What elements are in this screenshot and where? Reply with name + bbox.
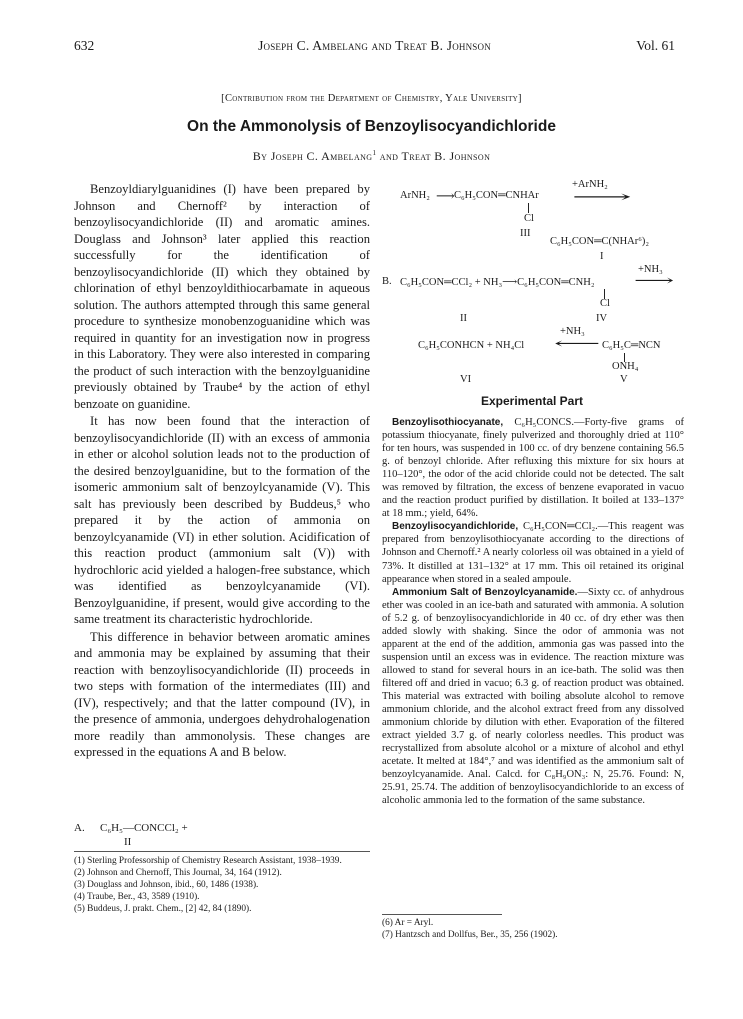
article-title: On the Ammonolysis of Benzoylisocyandichloride: [187, 118, 556, 135]
paragraph: [382, 416, 684, 520]
byline-second-author: and Treat B. Johnson: [376, 149, 491, 163]
paragraph-formula: —: [577, 586, 588, 598]
equation-formula: C₆H₅—CONCCl₂ +: [100, 822, 188, 834]
compound-numeral: VI: [460, 374, 472, 385]
reaction-arrow: ⟵: [554, 337, 601, 352]
paragraph-heading: Ammonium Salt of Benzoylcyanamide.: [392, 586, 578, 598]
compound-numeral: I: [600, 251, 604, 262]
scheme-text: +NH₃: [560, 326, 585, 337]
byline-footnote-mark: 1: [372, 149, 377, 157]
left-column-body: [74, 181, 370, 761]
reaction-scheme: [382, 176, 682, 390]
footnote-divider: [382, 914, 502, 915]
compound-numeral: II: [460, 313, 467, 324]
scheme-text: C₆H₅CON═CNHAr: [454, 190, 539, 201]
equation-label: B.: [382, 276, 392, 287]
footnote: (2) Johnson and Chernoff, This Journal, 34, 164 (1912).: [74, 868, 282, 878]
section-heading: Experimental Part: [480, 394, 584, 408]
reaction-arrow: ⟶: [634, 274, 675, 289]
scheme-text: C₆H₅C═NCN: [602, 340, 661, 351]
paragraph-formula: C₆H₅CON═CCl₂.—: [518, 521, 609, 533]
page-number: 632: [74, 38, 95, 53]
paragraph-text: This reagent was prepared from benzoylisothiocyanate according to the directions of Johnson and Chernoff.² A nearly colorless oil was obtained in a yield of 73%. It distilled at 131–132° at 17 mm. This oil retained its original appearance when stored in a sealed ampoule.: [382, 521, 684, 585]
reaction-arrow: ⟶: [572, 189, 632, 206]
compound-numeral: V: [620, 374, 628, 385]
running-title: Joseph C. Ambelang and Treat B. Johnson: [258, 38, 491, 53]
scheme-text: Cl: [600, 298, 610, 309]
paragraph: [382, 586, 684, 808]
equation-label: A.: [74, 822, 85, 834]
scheme-text: Cl: [524, 213, 534, 224]
scheme-text: C₆H₅CON═C(NHAr⁶)₂: [550, 236, 650, 247]
footnote-divider: [74, 851, 370, 852]
scheme-text: ONH₄: [612, 361, 639, 372]
paragraph: This difference in behavior between aromatic amines and ammonia may be explained by assuming that their reaction with benzoylisocyandichloride (II) proceeds in two steps with formation of the intermediates (III) and (IV), respectively; and that the latter compound (IV), in the presence of ammonia, undergoes dehydrohalogenation more readily than ammonolysis. These changes are expressed in the equations A and B below.: [74, 629, 370, 759]
byline-first-author: By Joseph C. Ambelang: [252, 149, 373, 163]
scheme-text: ArNH₂: [400, 190, 430, 201]
footnote: (7) Hantzsch and Dollfus, Ber., 35, 256 (1902).: [382, 930, 558, 940]
paragraph: It has now been found that the interaction of benzoylisocyandichloride (II) with an excess of ammonia in ether or alcohol solution leads not to the production of the desired benzoylguanidine, but to the formation of the isomeric ammonium salt of benzoylcyanamide (V). This salt has previously been described by Buddeus,⁵ who prepared it by the action of ammonia on benzoylcyanamide (VI) in ether solution. Acidification of this reaction product (ammonium salt (V)) with hydrochloric acid yielded a halogen-free substance, which was identified as benzoylcyanamide (VI). Benzoylguanidine, if present, would give according to the same treatment its characteristic hydrochloride.: [74, 414, 370, 626]
paragraph: [382, 520, 684, 585]
footnote: (5) Buddeus, J. prakt. Chem., [2] 42, 84 (1890).: [74, 904, 252, 914]
footnote: (4) Traube, Ber., 43, 3589 (1910).: [74, 892, 200, 902]
paragraph-heading: Benzoylisothiocyanate,: [392, 417, 504, 428]
compound-numeral: III: [520, 228, 531, 239]
paragraph-text: Forty-five grams of potassium thiocyanate, finely pulverized and thoroughly dried at 110° for ten hours, was suspended in 100 cc. of dry benzene containing 56.5 g. of benzoyl chloride. After refluxing this mixture for six hours at 110–120°, the odor of the acid chloride could not be detected. The salt was removed by filtration, the excess of benzene evaporated in vacuo and the reaction product purified by distillation. It boiled at 133–137° at 18 mm.; yield, 64%.: [382, 417, 685, 520]
compound-numeral: II: [124, 836, 132, 848]
bond-line: [528, 203, 529, 213]
footnote: (3) Douglass and Johnson, ibid., 60, 1486 (1938).: [74, 880, 259, 890]
footnotes-right: [382, 917, 684, 941]
contribution-line: [Contribution from the Department of Chemistry, Yale University]: [221, 93, 522, 104]
compound-numeral: IV: [596, 313, 608, 324]
paragraph-heading: Benzoylisocyandichloride,: [392, 521, 519, 533]
footnotes-left: [74, 855, 370, 915]
paragraph-text: Sixty cc. of anhydrous ether was cooled in an ice-bath and saturated with ammonia. A solution of 5.2 g. of benzoylisocyandichloride in 40 cc. of dry ether was then added slowly with shaking. Since the odor of ammonia was not apparent at the end of the addition, ammonia gas was passed into the suspension until an excess was in evidence. The reaction mixture was allowed to stand for several hours in an ice-bath. The solid was then filtered off and dried in vacuo; 6.3 g. of reaction product was obtained. This material was extracted with boiling absolute alcohol to remove ammonium chloride, and the alcohol extract freed from any dissolved ammonium chloride by dilution with ether. Evaporation of the filtered extract yielded 3.7 g. of nearly colorless needles. This product was recrystallized from absolute alcohol or a mixture of alcohol and ethyl acetate. It melted at 184°,⁷ and was identified as the ammonium salt of benzoylcyanamide. Anal. Calcd. for C₈H₉ON₃: N, 25.76. Found: N, 25.91, 25.74. The addition of benzoylisocyandichloride to an excess of alcoholic ammonia led to the formation of the same substance.: [382, 586, 684, 807]
byline: [0, 149, 743, 164]
scheme-text: +ArNH₂: [572, 179, 608, 190]
reaction-arrow: ⟶: [436, 188, 455, 203]
footnote: (1) Sterling Professorship of Chemistry Research Assistant, 1938–1939.: [74, 856, 342, 866]
volume-number: Vol. 61: [636, 38, 675, 53]
paragraph-formula: C₆H₅CONCS.—: [503, 417, 585, 428]
scheme-text: C₆H₅CON═CCl₂ + NH₃⟶C₆H₅CON═CNH₂: [400, 277, 595, 288]
scheme-text: +NH₃: [638, 264, 663, 275]
paragraph: Benzoyldiarylguanidines (I) have been prepared by Johnson and Chernoff² by interaction of benzoylisocyandichloride (II) and aromatic amines. Douglass and Johnson³ later applied this reaction successfully for the identification of benzoylisocyandichloride (II) which they obtained by chlorination of ethyl benzoyldithiocarbamate in aqueous solution. The authors attempted through this same general procedure to synthesize monobenzoguanidine which was required in quantity for an investigation now in progress in this Laboratory. They were also interested in comparing the product of such interaction with the benzoylguanidine previously obtained by Traube⁴ by the action of ethyl benzoate on guanidine.: [74, 182, 370, 411]
footnote: (6) Ar = Aryl.: [382, 918, 434, 928]
scheme-text: C₆H₅CONHCN + NH₄Cl: [418, 340, 525, 351]
running-header: [74, 38, 675, 58]
right-column-body: [382, 416, 684, 807]
